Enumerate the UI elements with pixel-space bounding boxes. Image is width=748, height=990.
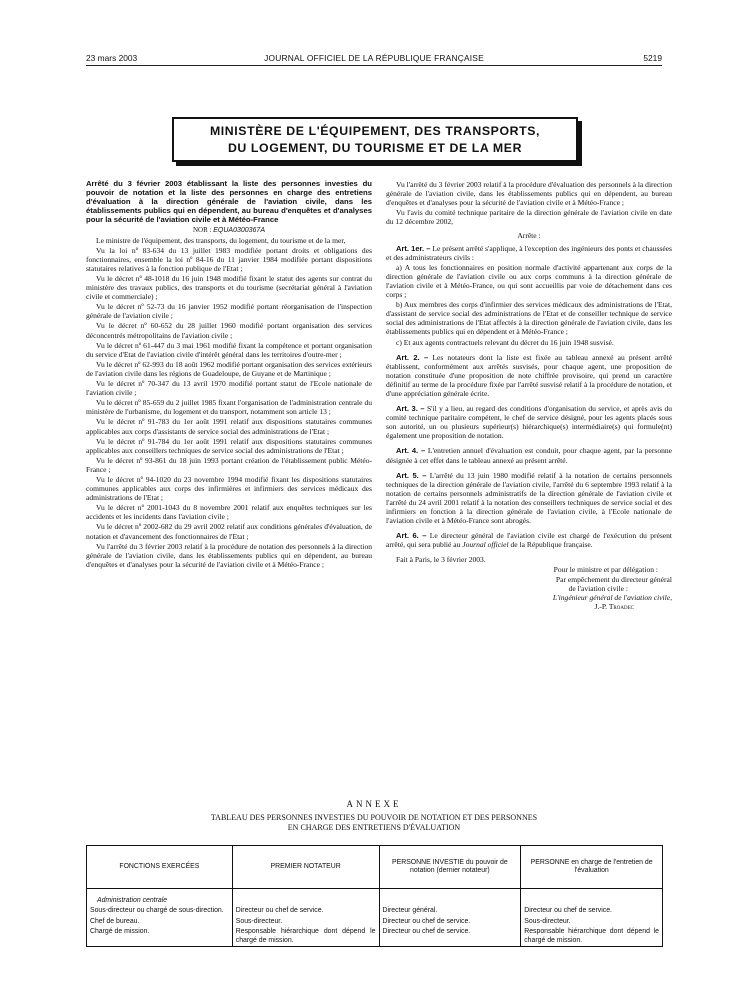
table-cell: Directeur ou chef de service. (232, 906, 379, 916)
article-6-label: Art. 6. – (396, 531, 427, 541)
left-paragraph: Vu le décret nº 91-783 du 1er août 1991 relatif aux dispositions statutaires communes applicables aux corps d'assistants de service social des administrations de l'Etat ; (86, 417, 372, 436)
table-cell: Chef de bureau. (87, 917, 233, 927)
left-paragraph: Vu le décret nº 48-1018 du 16 juin 1948 modifié fixant le statut des agents sur contrat du ministère des travaux publics, des transports et du tourisme (secrétariat général à l'aviation civile et commerciale) ; (86, 274, 372, 302)
table-section-row (87, 889, 663, 907)
table-cell: Responsable hiérarchique dont dépend le chargé de mission. (232, 927, 379, 946)
article-3-label: Art. 3. – (396, 404, 425, 414)
annexe-subtitle-line-2: EN CHARGE DES ENTRETIENS D'ÉVALUATION (287, 823, 461, 832)
article-4-text: L'entretien annuel d'évaluation est conduit, pour chaque agent, par la personne désignée à cet effet dans le tableau annexé au présent arrêté. (386, 446, 673, 465)
article-1-text: Le présent arrêté s'applique, à l'exception des ingénieurs des ponts et chaussées et des administrateurs civils : (386, 243, 672, 262)
article-5 (386, 471, 672, 526)
article-4 (386, 446, 672, 464)
article-6 (386, 531, 672, 549)
table-header-row (87, 846, 663, 889)
header-date: 23 mars 2003 (86, 53, 138, 63)
table-cell: Directeur ou chef de service. (379, 927, 521, 946)
table-row (87, 917, 663, 927)
table-cell (232, 889, 379, 907)
fait-a-paris: Fait à Paris, le 3 février 2003. (396, 555, 486, 565)
column-header: FONCTIONS EXERCÉES (87, 846, 233, 889)
table-cell: Sous-directeur ou chargé de sous-direction. (87, 906, 233, 916)
column-header: PERSONNE INVESTIE du pouvoir de notation (dernier notateur) (379, 846, 521, 889)
column-header: PREMIER NOTATEUR (232, 846, 379, 889)
signature-line: Pour le ministre et par délégation : (553, 565, 658, 575)
article-3-text: S'il y a lieu, au regard des conditions d'organisation du service, et après avis du comité technique paritaire compétent, le chef de service désigné, pour les agents placés sous son autorité, un ou plusieurs supérieur(s) hiérarchique(s) intermédiaire(s) qui formule(nt) également une proposition de notation. (386, 404, 672, 441)
left-paragraph: Vu le décret nº 94-1020 du 23 novembre 1994 modifié fixant les dispositions statutaires communes applicables aux corps des infirmières et infirmiers des services médicaux des administrations de l'Etat ; (86, 474, 372, 503)
table-cell: Directeur général. (379, 906, 521, 916)
page-header (86, 53, 662, 69)
left-paragraph: Vu le décret nº 70-347 du 13 avril 1970 modifié portant statut de l'Ecole nationale de l'aviation civile ; (86, 379, 372, 398)
signature-line: Par empêchement du directeur général (555, 574, 672, 584)
article-6-text: Le directeur général de l'aviation civile est chargé de l'exécution du présent arrêté, qui sera publié au (386, 531, 673, 550)
nor-reference (86, 226, 372, 235)
right-column (386, 180, 672, 611)
right-paragraph: Vu l'arrêté du 3 février 2003 relatif à la procédure d'évaluation des personnels à la direction générale de l'aviation civile, dans les établissements publics qui en dépendent, au bureau d'enquêtes et d'analyses pour la sécurité de l'aviation civile et à Météo-France ; (386, 180, 672, 208)
article-4-label: Art. 4. – (396, 446, 426, 456)
left-paragraph: Vu l'arrêté du 3 février 2003 relatif à la procédure de notation des personnels à la direction générale de l'aviation civile, dans les établissements publics qui en dépendent, au bureau d'enquêtes et d'analyses pour la sécurité de l'aviation civile et à Météo-France ; (86, 541, 372, 569)
article-2-label: Art. 2. – (396, 352, 429, 362)
left-paragraph: Vu la loi nº 83-634 du 13 juillet 1983 modifiée portant droits et obligations des fonctionnaires, ensemble la loi nº 84-16 du 11 janvier 1984 modifiée portant dispositions statutaires relatives à la fonction publique de l'Etat ; (86, 245, 372, 273)
table-row (87, 927, 663, 946)
article-5-text: L'arrêté du 13 juin 1980 modifié relatif à la notation de certains personnels techniques de la direction générale de l'aviation civile, l'arrêté du 6 septembre 1993 relatif à la notation de certains personnels administratifs de la direction générale de l'aviation civile et l'arrêté du 24 avril 2001 relatif à la notation des conseillers techniques de service social et des infirmiers en fonction à la direction générale de l'aviation civile, à l'Ecole nationale de l'aviation civile et à Météo-France sont abrogés. (386, 470, 672, 526)
left-paragraph: Vu le décret nº 2001-1043 du 8 novembre 2001 relatif aux enquêtes techniques sur les accidents et les incidents dans l'aviation civile ; (86, 503, 372, 522)
left-column (86, 180, 372, 570)
article-1-item: a) A tous les fonctionnaires en position normale d'activité appartenant aux corps de la direction générale de l'aviation civile ou aux corps communs à la direction générale de l'aviation civile et à Météo-France, ou qui sont accueillis par voie de détachement dans ces corps ; (386, 262, 672, 300)
annexe-subtitle (150, 813, 598, 833)
section-label: Administration centrale (87, 889, 233, 907)
article-6-text-end: de la République française. (510, 540, 593, 550)
left-paragraph: Vu le décret nº 62-993 du 18 août 1962 modifié portant organisation des services extérieurs de l'aviation civile dans les régions de Guadeloupe, de Guyane et de Martinique ; (86, 359, 372, 378)
ministry-box (172, 117, 578, 162)
column-header: PERSONNE en charge de l'entretien de l'évaluation (521, 846, 663, 889)
table-cell: Sous-directeur. (521, 917, 663, 927)
left-paragraph: Vu le décret nº 85-659 du 2 juillet 1985 fixant l'organisation de l'administration centrale du ministère de l'urbanisme, du logement et du transport, notamment son article 13 ; (86, 398, 372, 417)
table-row (87, 906, 663, 916)
notation-table (86, 845, 663, 947)
signatory-name: J.-P. Troadec (594, 601, 634, 611)
left-paragraph: Vu le décret nº 2002-682 du 29 avril 2002 relatif aux conditions générales d'évaluation, de notation et d'avancement des fonctionnaires de l'Etat ; (86, 522, 372, 541)
right-paragraph: Vu l'avis du comité technique paritaire de la direction générale de l'aviation civile en date du 12 décembre 2002, (386, 208, 672, 227)
ministry-line-1: MINISTÈRE DE L'ÉQUIPEMENT, DES TRANSPORTS, (209, 123, 541, 138)
article-2 (386, 353, 672, 398)
table-cell: Responsable hiérarchique dont dépend le chargé de mission. (521, 927, 663, 946)
left-paragraph: Vu le décret nº 60-652 du 28 juillet 1960 modifié portant organisation des services déconcentrés métropolitains de l'aviation civile ; (86, 321, 372, 340)
table-cell: Chargé de mission. (87, 927, 233, 946)
signature-line: de l'aviation civile : (568, 583, 628, 593)
article-1-item: b) Aux membres des corps d'infirmier des services médicaux des administrations de l'Etat, d'assistant de service social des administrations de l'Etat et de conseiller technique de service social des administrations de l'Etat affectés à la direction générale de l'aviation civile, dans les établissements publics qui en dépendent et à Météo-France ; (386, 300, 672, 337)
article-5-label: Art. 5. – (396, 470, 427, 480)
left-paragraph: Vu le décret nº 61-447 du 3 mai 1961 modifié fixant la compétence et portant organisation du service d'Etat de l'aviation civile d'intérêt général dans les territoires d'outre-mer ; (86, 340, 372, 359)
table-cell (521, 889, 663, 907)
table-cell: Directeur ou chef de service. (521, 906, 663, 916)
arrete-title: Arrêté du 3 février 2003 établissant la liste des personnes investies du pouvoir de notation et la liste des personnes en charge des entretiens d'évaluation à la direction générale de l'aviation civile, dans les établissements publics qui en dépendent, au bureau d'enquêtes et d'analyses pour la sécurité de l'aviation civile et à Météo-France (86, 179, 372, 224)
header-journal-title: JOURNAL OFFICIEL DE LA RÉPUBLIQUE FRANÇAISE (264, 53, 484, 63)
article-1-label: Art. 1er. – (396, 243, 431, 253)
left-paragraph: Vu le décret nº 93-861 du 18 juin 1993 portant création de l'établissement public Météo-France ; (86, 455, 372, 474)
header-rule (86, 65, 662, 66)
left-paragraph: Vu le décret nº 52-73 du 16 janvier 1952 modifié portant réorganisation de l'inspection générale de l'aviation civile ; (86, 302, 372, 321)
signature-line: L'ingénieur général de l'aviation civile, (552, 592, 672, 602)
article-6-journal: Journal officiel (462, 540, 509, 550)
table-cell (379, 889, 521, 907)
ministry-line-2: DU LOGEMENT, DU TOURISME ET DE LA MER (227, 140, 523, 155)
table-cell: Directeur ou chef de service. (379, 917, 521, 927)
nor-label: NOR : (193, 225, 212, 234)
article-1 (386, 244, 672, 262)
left-paragraph: Vu le décret nº 91-784 du 1er août 1991 relatif aux dispositions statutaires communes applicables aux conseillers techniques de service social des administrations de l'Etat ; (86, 436, 372, 455)
annexe-subtitle-line-1: TABLEAU DES PERSONNES INVESTIES DU POUVOIR DE NOTATION ET DES PERSONNES (210, 813, 538, 822)
table-cell: Sous-directeur. (232, 917, 379, 927)
article-1-item: c) Et aux agents contractuels relevant du décret du 16 juin 1948 susvisé. (396, 337, 614, 347)
arrete-label: Arrête : (517, 231, 541, 241)
nor-value: EQUA0300367A (213, 226, 265, 234)
left-paragraph: Le ministre de l'équipement, des transports, du logement, du tourisme et de la mer, (96, 235, 346, 245)
article-2-text: Les notateurs dont la liste est fixée au tableau annexé au présent arrêté établissent, conformément aux arrêtés susvisés, pour chaque agent, une proposition de notation constituée d'une proposition de note chiffrée provisoire, qui prend un caractère définitif au terme de la procédure fixée par l'arrêté susvisé relatif à la procédure de notation, et d'une appréciation générale écrite. (386, 352, 673, 398)
annexe-title: ANNEXE (346, 799, 402, 809)
article-3 (386, 404, 672, 440)
header-page-number: 5219 (643, 53, 662, 63)
